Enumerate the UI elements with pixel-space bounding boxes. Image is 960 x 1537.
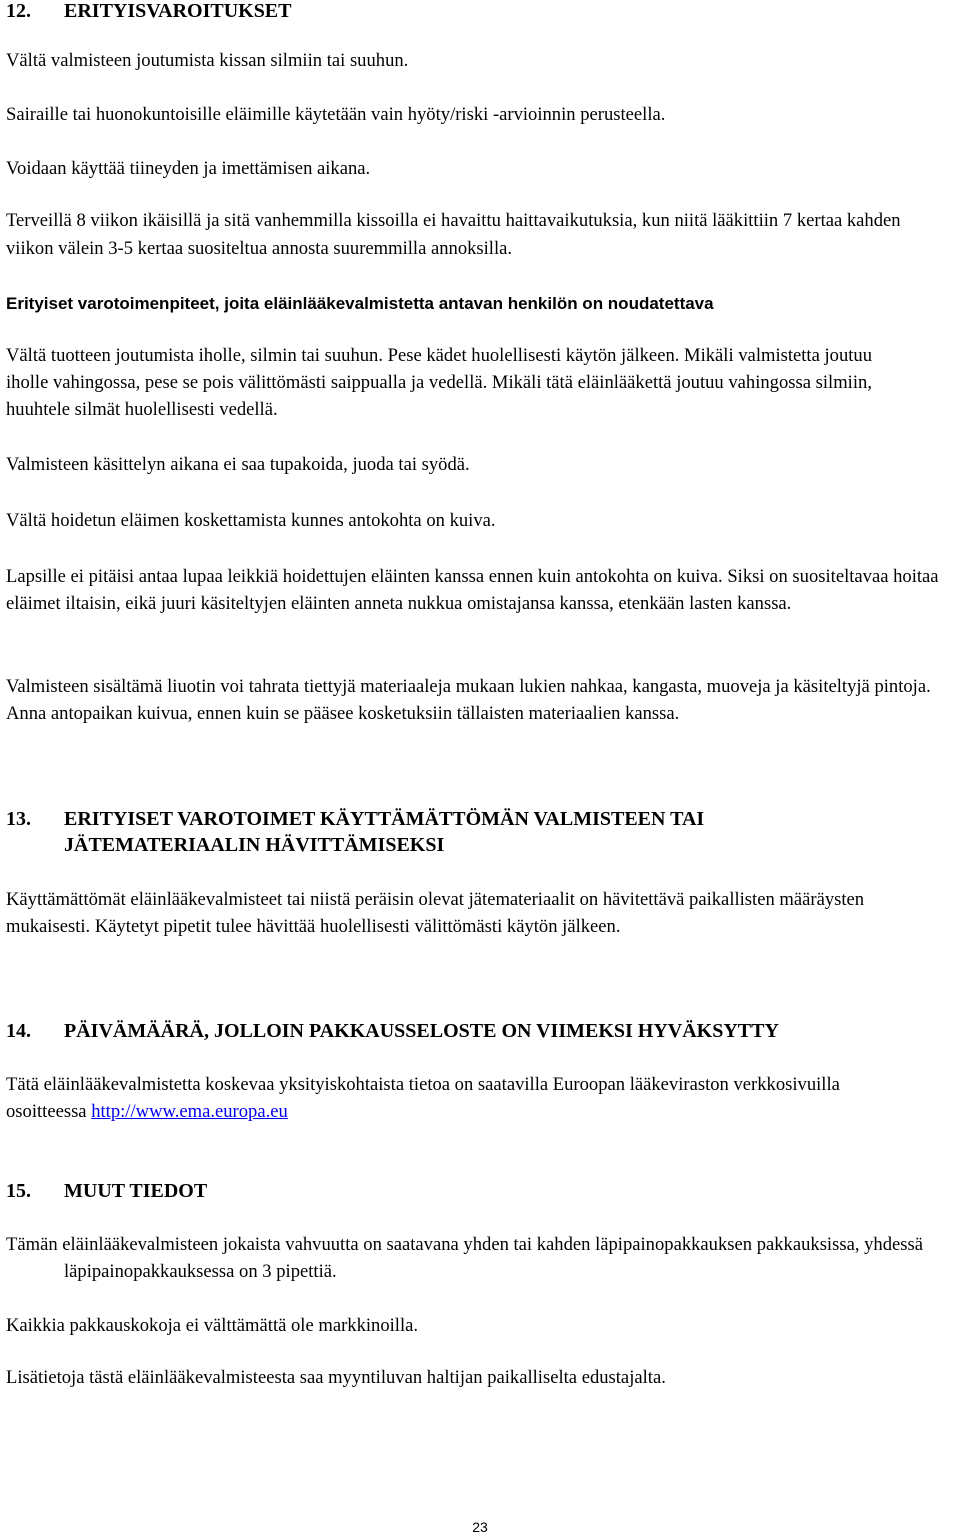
s13-paragraph-1: Käyttämättömät eläinlääkevalmisteet tai niistä peräisin olevat jätemateriaalit on hävitettävä paikallisten määräysten mukaisesti. Käytetyt pipetit tulee hävittää huolellisesti välittömästi käytön jälkeen. [6,889,865,937]
section-13-number: 13. [6,808,31,830]
s14-paragraph-text: Tätä eläinlääkevalmistetta koskevaa yksityiskohtaista tietoa on saatavilla Euroopan lääkeviraston verkkosivuilla osoitteessa [6,1074,840,1122]
section-14-title: PÄIVÄMÄÄRÄ, JOLLOIN PAKKAUSSELOSTE ON VIIMEKSI HYVÄKSYTTY [64,1020,779,1042]
ema-website-link[interactable]: http://www.ema.europa.eu [91,1101,288,1122]
section-14-number: 14. [6,1020,31,1042]
s12-subheading: Erityiset varotoimenpiteet, joita eläinlääkevalmistetta antavan henkilön on noudatettava [6,294,714,313]
section-15-heading [6,1178,954,1204]
page-number: 23 [472,1519,488,1535]
s12-paragraph-1: Vältä valmisteen joutumista kissan silmiin tai suuhun. [6,50,409,71]
section-15-title: MUUT TIEDOT [64,1180,208,1202]
s12-paragraph-7: Vältä hoidetun eläimen koskettamista kunnes antokohta on kuiva. [6,510,496,531]
section-12-number: 12. [6,0,31,22]
s15-paragraph-1: Tämän eläinlääkevalmisteen jokaista vahvuutta on saatavana yhden tai kahden läpipainopakkauksen pakkauksissa, yhdessä läpipainopakkauksessa on 3 pipettiä. [6,1234,923,1282]
section-13-title-line-2: JÄTEMATERIAALIN HÄVITTÄMISEKSI [64,834,445,856]
s12-paragraph-4: Terveillä 8 viikon ikäisillä ja sitä vanhemmilla kissoilla ei havaittu haittavaikutuksia, kun niitä lääkittiin 7 kertaa kahden viikon välein 3-5 kertaa suositeltua annosta suuremmilla annoksilla. [6,210,901,259]
s15-paragraph-2: Kaikkia pakkauskokoja ei välttämättä ole markkinoilla. [6,1315,419,1336]
s14-paragraph-1 [6,1071,906,1125]
section-15-number: 15. [6,1180,31,1202]
section-13-title [64,806,954,858]
s12-paragraph-3: Voidaan käyttää tiineyden ja imettämisen aikana. [6,158,371,179]
section-12-title: ERITYISVAROITUKSET [64,0,292,22]
s12-paragraph-9: Valmisteen sisältämä liuotin voi tahrata tiettyjä materiaaleja mukaan lukien nahkaa, kangasta, muoveja ja käsiteltyjä pintoja. Anna antopaikan kuivua, ennen kuin se pääsee kosketuksiin tällaisten materiaalien kanssa. [6,676,931,724]
section-13-heading [6,806,954,858]
s12-paragraph-8: Lapsille ei pitäisi antaa lupaa leikkiä hoidettujen eläinten kanssa ennen kuin antokohta on kuiva. Siksi on suositeltavaa hoitaa eläimet iltaisin, eikä juuri käsiteltyjen eläinten anneta nukkua omistajansa kanssa, etenkään lasten kanssa. [6,566,939,614]
section-13-title-line-1: ERITYISET VAROTOIMET KÄYTTÄMÄTTÖMÄN VALMISTEEN TAI [64,808,705,830]
section-14-heading [6,1018,954,1044]
s15-paragraph-3: Lisätietoja tästä eläinlääkevalmisteesta saa myyntiluvan haltijan paikalliselta edustajalta. [6,1367,666,1388]
section-12-heading [6,0,954,24]
s12-paragraph-5: Vältä tuotteen joutumista iholle, silmin tai suuhun. Pese kädet huolellisesti käytön jälkeen. Mikäli valmistetta joutuu iholle vahingossa, pese se pois välittömästi saippualla ja vedellä. Mikäli tätä eläinlääkettä joutuu vahingossa silmiin, huuhtele silmät huolellisesti vedellä. [6,345,873,420]
s12-paragraph-2: Sairaille tai huonokuntoisille eläimille käytetään vain hyöty/riski -arvioinnin perusteella. [6,104,666,125]
s12-paragraph-6: Valmisteen käsittelyn aikana ei saa tupakoida, juoda tai syödä. [6,454,470,475]
